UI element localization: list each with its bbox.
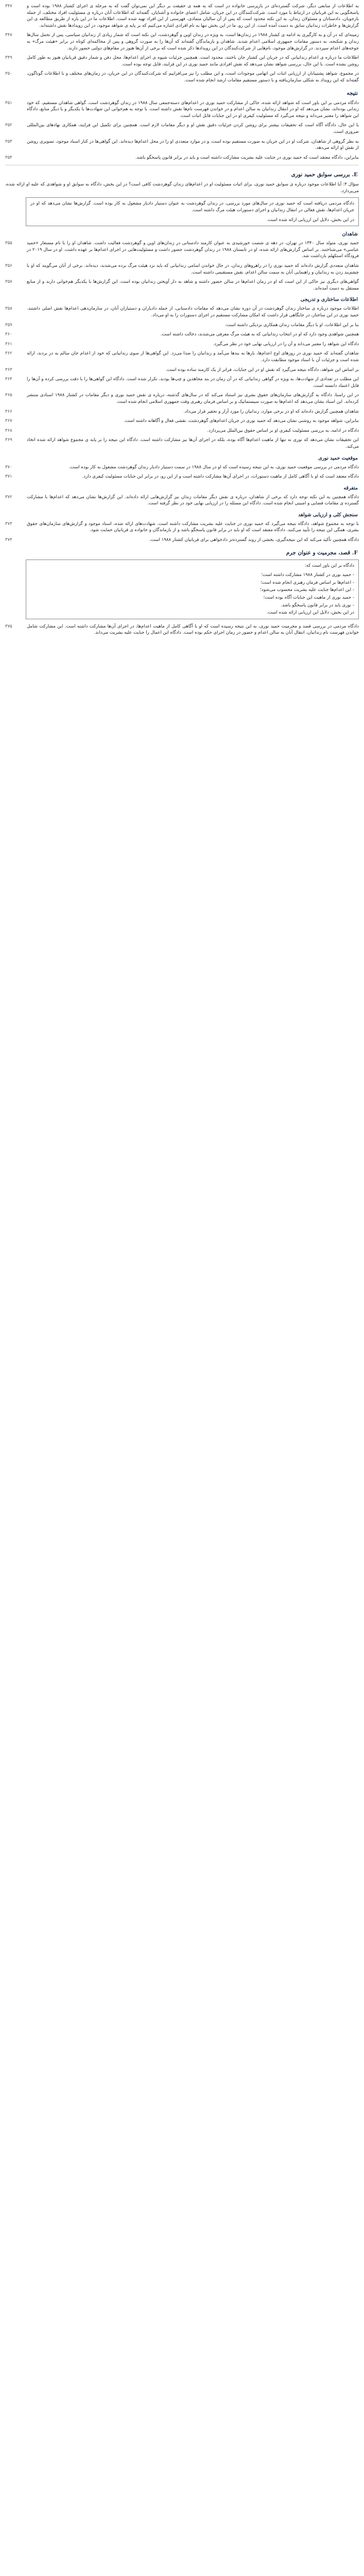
paragraph-number: ۳۷۱ [5,474,12,480]
paragraph-number: ۳۵۳ [5,139,12,144]
paragraph-number: ۳۵۷ [5,279,12,285]
paragraph-text: بنابراین، دادگاه معتقد است که حمید نوری در جنایت علیه بشریت مشارکت داشته است و باید در برابر قانون پاسخگو باشد. [135,155,359,160]
numbered-paragraph [5,263,359,276]
numbered-paragraph [5,71,359,83]
paragraph-text: دادگاه این شواهد را معتبر می‌داند و آن را در ارزیابی نهایی خود در نظر می‌گیرد. [213,341,359,347]
paragraph-number: ۳۶۳ [5,367,12,372]
section-heading-assessment: سنجش کلی و ارزیابی شواهد [298,512,358,518]
numbered-paragraph [5,32,359,52]
paragraph-text: به اطلاعات از منابعی دیگر، شرکت گسترده‌ای در بازپرسی خانواده در است که به همه ی حقیقت بر دیگر این نمی‌توان گفت که به مرحله ی اجرای کشتار ۱۹۸۸ بوده است و پاسخگویی به این قربانیان در ارتباط با مورد است. شرکت‌کنندگان در این جریان، شامل اعضای خانواده و آشنایان، گفته‌اند که اطلاعات آنان درباره ی مسئولیت افراد مختلف، از جمله بازجویان، دادستانان و مسئولان زندان، به این نکته محدود است که پس از آن سالیان متمادی، فهرستی از این افراد تهیه شده است. اطلاعات ما در این باره از طریق مطالعه ی این گزارش‌ها و خاطرات زندانیان سابق به دست آمده است. از این رو، ما در این بخش تنها به نام افرادی اشاره می‌کنیم که بر پایه ی شواهد موجود، در این رویدادها نقش داشته‌اند. [27,4,359,28]
paragraph-text: شاهدان متعددی گزارش داده‌اند که حمید نوری را در راهروهای زندان، در حال خواندن اسامی زندانیانی که باید نزد هیئت مرگ برده می‌شدند، دیده‌اند. برخی از آنان می‌گویند که او با چشم‌بند زدن به زندانیان و راهنمایی آنان به سمت سالن اعدام، نقش مستقیمی داشته است. [27,263,359,275]
paragraph-number: ۳۶۵ [5,393,12,398]
paragraph-text: حمید نوری، متولد سال ۱۳۴۰ در تهران، در دهه ی شصت خورشیدی به عنوان کارمند دادستانی در زندان‌های اوین و گوهردشت فعالیت داشت. شاهدان او را با نام مستعار «حمید عباسی» می‌شناختند. بر اساس گزارش‌های ارائه شده، او در تابستان ۱۹۸۸ در زندان گوهردشت حضور داشت و مسئولیت‌هایی در اجرای اعدام‌ها بر عهده داشت. او در سال ۲۰۱۹ در فرودگاه استکهلم بازداشت شد. [27,241,359,259]
numbered-paragraph [5,537,359,544]
paragraph-text: دادگاه مردمی در بررسی قصد و مجرمیت حمید نوری، به این نتیجه رسیده است که او با آگاهی کامل از ماهیت اعدام‌ها، در اجرای آن‌ها مشارکت داشته است. این مشارکت شامل خواندن فهرست نام زندانیان، انتقال آنان به سالن اعدام و حضور در زمان اجرای حکم بوده است. دادگاه این اعمال را جنایت علیه بشریت می‌داند. [27,623,359,636]
paragraph-number: ۳۷۴ [5,537,12,543]
paragraph-number: ۳۷۵ [5,623,12,629]
paragraph-number: ۳۵۶ [5,263,12,269]
numbered-paragraph [5,139,359,151]
paragraph-text: دادگاه مردمی در بررسی موقعیت حمید نوری، به این نتیجه رسیده است که او در سال ۱۹۸۸ در سمت دستیار دادیار زندان گوهردشت مشغول به کار بوده است. [68,464,359,470]
paragraph-group-3 [5,240,359,292]
paragraph-number: ۳۵۵ [5,241,12,246]
numbered-paragraph [5,464,359,471]
summary-box-paragraph: در این بخش، دلایل این ارزیابی ارائه شده است. [267,217,354,223]
paragraph-number: ۳۵۴ [5,155,12,160]
paragraph-number: ۳۵۰ [5,71,12,77]
paragraph-number: ۳۶۷ [5,418,12,424]
paragraph-number: ۳۶۱ [5,341,12,347]
paragraph-number: ۳۶۲ [5,351,12,357]
numbered-paragraph [5,100,359,120]
paragraph-text: شاهدان همچنین گزارش داده‌اند که او در برخی موارد، زندانیان را مورد آزار و تحقیر قرار می‌داد. [183,409,359,414]
numbered-paragraph [5,494,359,507]
numbered-paragraph [5,350,359,363]
paragraph-group-2 [5,100,359,161]
paragraph-text: در این راستا، دادگاه به گزارش‌های سازمان‌های حقوق بشری نیز استناد می‌کند که در سال‌های گذشته، درباره ی نقش حمید نوری و دیگر مقامات در کشتار ۱۹۸۸ اسنادی منتشر کرده‌اند. این اسناد نشان می‌دهد که اعدام‌ها به صورت سیستماتیک و بر اساس فرمان رهبری وقت جمهوری اسلامی انجام شده است. [27,393,359,404]
numbered-paragraph [5,341,359,348]
paragraph-text: دادگاه مردمی بر این باور است که شواهد ارائه شده، حاکی از مشارکت حمید نوری در اعدام‌های دسته‌جمعی سال ۱۹۸۸ در زندان گوهردشت است. گواهی شاهدان مستقیم، که خود زندانی بوده‌اند، نشان می‌دهد که او در انتقال زندانیان به سالن اعدام و در خواندن فهرست نام‌ها نقش داشته است. با توجه به هم‌خوانی این شهادت‌ها با یکدیگر و با دیگر منابع، دادگاه این شواهد را معتبر می‌داند و نتیجه می‌گیرد که مسئولیت کیفری او در این جنایات قابل اثبات است. [27,100,359,118]
numbered-paragraph [5,367,359,374]
paragraph-text: در مجموع، شواهد پشتیبانان از ارزیابی اثبات این اتهامی موجودات است، و این مطلب را نیز می‌افزاییم که شرکت‌کنندگان در این جریان، در زمان‌های مختلف و با اطلاعات گوناگون، گفته‌اند که این رویداد به شکلی سازمان‌یافته و با دستور مستقیم مقامات ارشد انجام شده است. [27,71,359,83]
paragraph-text: دادگاه در ادامه، به بررسی مسئولیت کیفری او بر اساس حقوق بین‌الملل می‌پردازد. [207,428,359,433]
summary-box-item: - اعدام‌ها بر اساس فرمان رهبری انجام شده است؛ [30,580,354,586]
summary-box-outro: در این بخش، دلایل این ارزیابی ارائه شده است. [267,610,354,616]
paragraph-text: دادگاه همچنین تأکید می‌کند که این نتیجه‌گیری، بخشی از روند گسترده‌تر دادخواهی برای قربانیان کشتار ۱۹۸۸ است. [149,537,359,543]
paragraph-number: ۳۷۰ [5,464,12,470]
paragraph-text: بنا بر این اطلاعات، او با دیگر مقامات زندان همکاری نزدیکی داشته است. [224,322,359,328]
paragraph-text: همچنین شواهدی وجود دارد که او در انتخاب زندانیانی که به هیئت مرگ معرفی می‌شدند، دخالت داشته است. [160,332,359,337]
paragraph-text: اطلاعات موجود درباره ی ساختار زندان گوهردشت در آن دوره نشان می‌دهد که مقامات دادستانی، از جمله دادیاران و دستیاران آنان، در سازمان‌دهی اعدام‌ها نقش اصلی داشتند. حمید نوری در این ساختار، در جایگاهی قرار داشت که امکان مشارکت مستقیم در اجرای دستورات را به او می‌داد. [27,306,359,318]
paragraph-group-5 [5,464,359,480]
numbered-paragraph [5,473,359,480]
paragraph-number: ۳۷۳ [5,521,12,527]
paragraph-number: ۳۶۴ [5,377,12,382]
summary-box-list [30,572,354,608]
numbered-paragraph [5,409,359,415]
paragraph-number: ۳۵۸ [5,306,12,312]
section-heading-information: اطلاعات ساختاری و تدریجی [300,297,358,303]
numbered-paragraph [5,322,359,329]
document-page [0,0,364,647]
paragraph-group-6 [5,494,359,507]
numbered-paragraph [5,331,359,338]
numbered-paragraph [5,428,359,434]
paragraph-number: ۳۴۸ [5,32,12,38]
numbered-paragraph [5,392,359,405]
paragraph-number: ۳۴۷ [5,4,12,9]
paragraph-text: بنابراین، شواهد موجود به روشنی نشان می‌دهد که حمید نوری در جریان اعدام‌های گوهردشت، نقشی فعال و آگاهانه داشته است. [124,418,359,424]
numbered-paragraph [5,623,359,636]
summary-box-item: - حمید نوری در کشتار ۱۹۸۸ مشارکت داشته است؛ [30,572,354,579]
summary-box-intro: دادگاه بر این باور است که: [304,563,354,568]
paragraph-number: ۳۶۰ [5,332,12,337]
paragraph-number: ۳۵۲ [5,123,12,128]
section-heading-e: E. بررسی سوابق حمید نوری [291,172,358,178]
numbered-paragraph [5,521,359,534]
numbered-paragraph [5,418,359,425]
paragraph-text: به نظر گروهی از شاهدان، شرکت او در این جریان به صورت مستقیم بوده است، و در موارد متعددی او را در محل اعدام‌ها دیده‌اند. این گواهی‌ها در کنار اسناد موجود، تصویری روشن از نقش او ارائه می‌دهد. [27,139,359,151]
summary-box-e [26,197,359,226]
paragraph-text: این مطلب در تعدادی از شهادت‌ها، به ویژه در گواهی زندانیانی که در آن زمان در بند مجاهدین و چپ‌ها بودند، تکرار شده است. دادگاه این گواهی‌ها را با دقت بررسی کرده و آن‌ها را قابل اعتماد دانسته است. [27,377,359,388]
paragraph-text: زمینه‌ای که در آن و به کارگیری به ادامه ی کشتار ۱۹۸۸ در زندان‌ها است، به ویژه در زندان اوین و گوهردشت، این نکته است که شمار زیادی از زندانیان سیاسی، پس از تحمل سال‌ها زندان و شکنجه، به دستور مقامات جمهوری اسلامی اعدام شدند. شاهدان و بازماندگان گفته‌اند که آن‌ها را به صورت گروهی و پس از محاکمه‌ای کوتاه در برابر «هیئت مرگ» به جوخه‌های اعدام سپردند. در گزارش‌های موجود، نام‌هایی از شرکت‌کنندگان در این رویدادها ذکر شده است که برخی از آن‌ها هنوز در مقام‌های دولتی حضور دارند. [27,32,359,51]
numbered-paragraph [5,376,359,389]
paragraph-number: ۳۶۶ [5,409,12,414]
paragraph-number: ۳۶۸ [5,428,12,433]
paragraph-text: دادگاه معتقد است که او با آگاهی کامل از ماهیت دستورات، در اجرای آن‌ها مشارکت داشته است و از این رو، در برابر این جنایات مسئولیت کیفری دارد. [82,474,359,480]
paragraph-text: با توجه به مجموع شواهد، دادگاه نتیجه می‌گیرد که حمید نوری در جنایت علیه بشریت مشارکت داشته است. شهادت‌های ارائه شده، اسناد موجود و گزارش‌های سازمان‌های حقوق بشری، همگی این نتیجه را تأیید می‌کنند. دادگاه معتقد است که او باید در برابر قانون پاسخگو باشد و از بازماندگان و خانواده ی قربانیان حمایت شود. [27,521,359,533]
paragraph-group-8 [5,623,359,636]
paragraph-text: بر اساس این شواهد، دادگاه نتیجه می‌گیرد که نقش او در این جنایات، فراتر از یک کارمند ساده بوده است. [165,367,359,372]
paragraph-number: ۳۷۲ [5,494,12,500]
numbered-paragraph [5,306,359,318]
paragraph-text: با این حال، دادگاه آگاه است که تحقیقات بیشتر برای روشن کردن جزئیات دقیق نقش او و دیگر مقامات لازم است. همچنین برای تکمیل این فرایند، همکاری نهادهای بین‌المللی ضروری است. [27,123,359,134]
numbered-paragraph [5,122,359,135]
paragraph-number: ۳۶۹ [5,437,12,443]
summary-box-paragraph: دادگاه مردمی دریافته است که حمید نوری در سال‌های مورد بررسی، در زندان گوهردشت به عنوان دستیار دادیار مشغول به کار بوده است. گزارش‌ها نشان می‌دهد که او در جریان اعدام‌ها، نقش فعالی در انتقال زندانیان و اجرای دستورات هیئت مرگ داشته است. [30,201,354,213]
paragraph-number: ۳۵۹ [5,322,12,328]
paragraph-text: شاهدان گفته‌اند که حمید نوری در روزهای اوج اعدام‌ها، بارها به بندها می‌آمد و زندانیان را صدا می‌زد. این گواهی‌ها از سوی زندانیانی که خود از اعدام جان سالم به در بردند، ارائه شده است و جزئیات آن با اسناد موجود مطابقت دارد. [27,351,359,363]
section-heading-conclusion: نتیجه [346,90,358,96]
section-e-intro: سؤال ۳: آیا اطلاعات موجود درباره ی سوابق حمید نوری، برای اثبات مسئولیت او در اعدام‌های زندان گوهردشت کافی است؟ در این بخش، دادگاه به سوابق او و شواهدی که علیه او ارائه شده، می‌پردازد. [5,182,359,194]
paragraph-group-1 [5,3,359,84]
section-heading-position: موقعیت حمید نوری [318,455,358,461]
paragraph-group-7 [5,521,359,544]
paragraph-number: ۳۴۹ [5,55,12,61]
numbered-paragraph [5,240,359,260]
summary-box-item: - حمید نوری از ماهیت این جنایات آگاه بوده است؛ [30,595,354,601]
paragraph-text: گواهی‌های دیگری نیز حاکی از این است که او در زمان اعدام‌ها در سالن حضور داشته و شاهد به دار آویختن زندانیان بوده است. این گزارش‌ها با یکدیگر هم‌خوانی دارند و از منابع مستقل به دست آمده‌اند. [27,279,359,291]
numbered-paragraph [5,3,359,29]
summary-box-item: - این اعدام‌ها جنایت علیه بشریت محسوب می‌شود؛ [30,587,354,594]
numbered-paragraph [5,437,359,450]
section-heading-witnesses: شاهدان [342,231,358,238]
paragraph-text: دادگاه همچنین به این نکته توجه دارد که برخی از شاهدان، درباره ی نقش دیگر مقامات زندان نیز گزارش‌هایی ارائه داده‌اند. این گزارش‌ها نشان می‌دهد که اعدام‌ها با مشارکت گسترده ی مقامات قضایی و امنیتی انجام شده است. دادگاه این مسئله را در ارزیابی نهایی خود در نظر گرفته است. [27,494,359,506]
paragraph-number: ۳۵۱ [5,100,12,106]
section-heading-f: F. قصد، مجرمیت و عنوان جرم [286,549,358,556]
summary-box-item: - نوری باید در برابر قانون پاسخگو باشد. [30,602,354,609]
paragraph-text: اطلاعات ما درباره ی اعدام زندانیانی که در جریان این کشتار جان باختند، محدود است. همچنین جزئیات شیوه ی اجرای اعدام‌ها، محل دفن و شمار دقیق قربانیان هنوز به طور کامل روشن نشده است. با این حال، بررسی شواهد نشان می‌دهد که نقش افرادی مانند حمید نوری در این فرایند، قابل توجه بوده است. [27,55,359,67]
paragraph-group-4 [5,306,359,450]
numbered-paragraph [5,155,359,161]
section-heading-other: متفرقه [343,485,358,491]
numbered-paragraph [5,55,359,67]
summary-box-f [26,560,359,619]
numbered-paragraph [5,279,359,292]
paragraph-text: این تحقیقات نشان می‌دهد که نوری نه تنها از ماهیت اعدام‌ها آگاه بوده، بلکه در اجرای آن‌ها نیز مشارکت داشته است. دادگاه این نتیجه را بر پایه ی مجموع شواهد ارائه شده اتخاذ می‌کند. [27,437,359,449]
